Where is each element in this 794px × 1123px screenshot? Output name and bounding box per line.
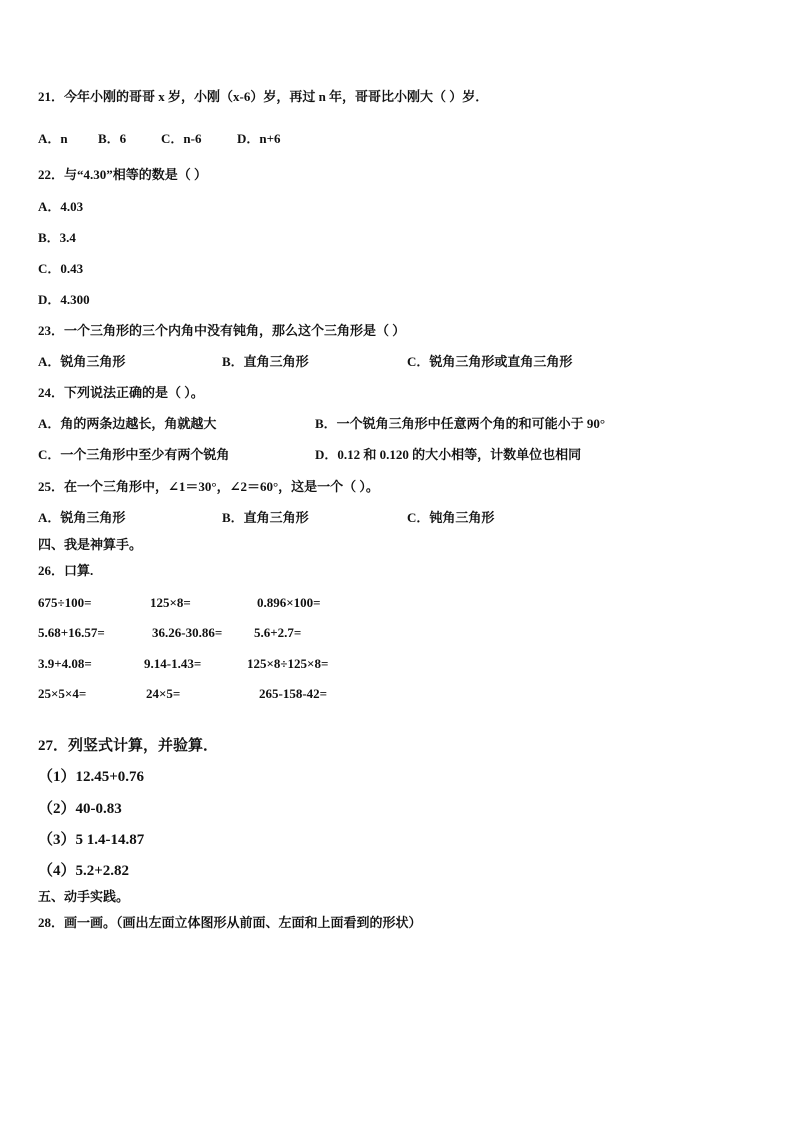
q25-stem: 25．在一个三角形中，∠1＝30°，∠2＝60°，这是一个（ ）。	[38, 479, 379, 494]
section-heading-5: 五、动手实践。	[38, 889, 130, 904]
q26-item: 24×5=	[146, 686, 181, 701]
q22-option-b: B．3.4	[38, 230, 76, 245]
q21-option-c: C．n-6	[161, 131, 202, 146]
q26-item: 25×5×4=	[38, 686, 87, 701]
q26-item: 675÷100=	[38, 595, 92, 610]
q23-option-b: B．直角三角形	[222, 354, 309, 369]
q26-item: 9.14-1.43=	[144, 656, 202, 671]
q26-item: 5.68+16.57=	[38, 625, 105, 640]
q21-option-b: B．6	[98, 131, 127, 146]
q22-option-c: C．0.43	[38, 261, 84, 276]
q27-item-2: （2）40-0.83	[38, 801, 122, 817]
q28-stem: 28．画一画。（画出左面立体图形从前面、左面和上面看到的形状）	[38, 915, 422, 930]
q27-item-3: （3）5 1.4-14.87	[38, 832, 145, 848]
q25-option-a: A．锐角三角形	[38, 510, 126, 525]
q27-item-1: （1）12.45+0.76	[38, 769, 145, 785]
q27-stem: 27．列竖式计算，并验算．	[38, 738, 219, 754]
q22-stem: 22．与“4.30”相等的数是（ ）	[38, 167, 208, 182]
q21-option-d: D．n+6	[237, 131, 281, 146]
q24-option-d: D．0.12 和 0.120 的大小相等，计数单位也相同	[315, 447, 582, 462]
q21-option-a: A．n	[38, 131, 68, 146]
q26-item: 3.9+4.08=	[38, 656, 92, 671]
q26-item: 125×8=	[150, 595, 191, 610]
q26-stem: 26．口算.	[38, 563, 94, 578]
q22-option-d: D．4.300	[38, 292, 90, 307]
q24-option-c: C．一个三角形中至少有两个锐角	[38, 447, 230, 462]
q23-option-c: C．锐角三角形或直角三角形	[407, 354, 573, 369]
q26-item: 125×8÷125×8=	[247, 656, 329, 671]
q26-item: 36.26-30.86=	[152, 625, 223, 640]
q26-item: 265-158-42=	[259, 686, 328, 701]
q23-stem: 23．一个三角形的三个内角中没有钝角，那么这个三角形是（ ）	[38, 323, 406, 338]
q25-option-b: B．直角三角形	[222, 510, 309, 525]
q24-stem: 24．下列说法正确的是（ ）。	[38, 385, 204, 400]
q23-option-a: A．锐角三角形	[38, 354, 126, 369]
section-heading-4: 四、我是神算手。	[38, 537, 143, 552]
q25-option-c: C．钝角三角形	[407, 510, 495, 525]
q26-item: 5.6+2.7=	[254, 625, 302, 640]
q27-item-4: （4）5.2+2.82	[38, 863, 130, 879]
q26-item: 0.896×100=	[257, 595, 321, 610]
q22-option-a: A．4.03	[38, 199, 84, 214]
q24-option-b: B．一个锐角三角形中任意两个角的和可能小于 90°	[315, 416, 606, 431]
q24-option-a: A．角的两条边越长，角就越大	[38, 416, 217, 431]
q21-stem: 21．今年小刚的哥哥 x 岁，小刚（x-6）岁，再过 n 年，哥哥比小刚大（ ）岁．	[38, 89, 489, 104]
